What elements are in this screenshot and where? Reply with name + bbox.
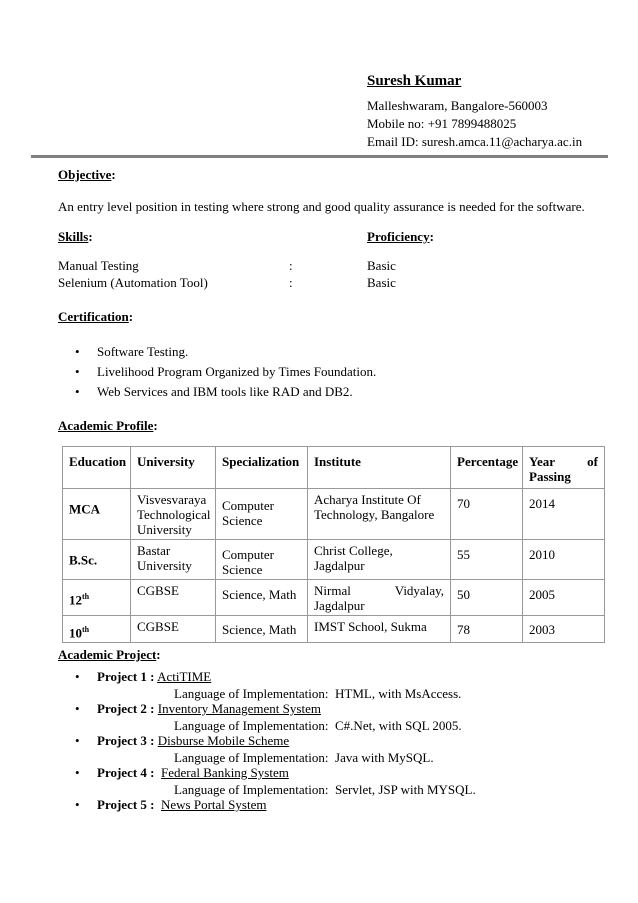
bullet-icon: •	[75, 364, 80, 379]
list-item: • Software Testing.	[97, 342, 376, 362]
percentage-cell: 70	[451, 489, 523, 540]
table-header-row	[63, 447, 605, 489]
bullet-icon: •	[75, 797, 80, 812]
institute-cell: Nirmal Vidyalay, Jagdalpur	[308, 580, 451, 616]
year-cell: 2014	[523, 489, 605, 540]
university-cell: Visvesvaraya Technological University	[131, 489, 216, 540]
list-item: • Web Services and IBM tools like RAD and DB2.	[97, 382, 376, 402]
candidate-name: Suresh Kumar	[367, 73, 462, 89]
objective-heading: Objective:	[58, 167, 116, 182]
skills-heading: Skills:	[58, 229, 93, 244]
university-cell: CGBSE	[131, 580, 216, 616]
column-header: University	[131, 447, 216, 489]
table-row	[63, 540, 605, 580]
university-cell: Bastar University	[131, 540, 216, 580]
skill-level: Basic	[367, 275, 396, 290]
institute-cell: Christ College, Jagdalpur	[308, 540, 451, 580]
table-row	[63, 489, 605, 540]
academic-table	[62, 446, 605, 643]
year-cell: 2005	[523, 580, 605, 616]
table-row	[63, 580, 605, 616]
project-link[interactable]: Federal Banking System	[161, 765, 289, 780]
project-language: Language of Implementation: C#.Net, with SQL 2005.	[174, 718, 462, 733]
certification-list	[75, 342, 377, 402]
mobile-number: Mobile no: +91 7899488025	[367, 116, 517, 131]
year-cell: 2003	[523, 616, 605, 643]
percentage-cell: 50	[451, 580, 523, 616]
skill-level: Basic	[367, 258, 396, 273]
bullet-icon: •	[75, 701, 80, 716]
project-title: Project 4 : Federal Banking System	[97, 765, 289, 780]
header-divider	[31, 155, 608, 158]
year-cell: 2010	[523, 540, 605, 580]
column-header: Year of Passing	[523, 447, 605, 489]
project-title: Project 5 : News Portal System	[97, 797, 267, 812]
column-header: Institute	[308, 447, 451, 489]
column-header: Percentage	[451, 447, 523, 489]
bullet-icon: •	[75, 669, 80, 684]
education-cell: MCA	[63, 489, 131, 540]
address: Malleshwaram, Bangalore-560003	[367, 98, 548, 113]
project-link[interactable]: News Portal System	[161, 797, 267, 812]
project-title: Project 3 : Disburse Mobile Scheme	[97, 733, 290, 748]
project-language: Language of Implementation: HTML, with MsAccess.	[174, 686, 462, 701]
skill-separator: :	[289, 258, 293, 273]
percentage-cell: 55	[451, 540, 523, 580]
project-language: Language of Implementation: Servlet, JSP with MYSQL.	[174, 782, 476, 797]
university-cell: CGBSE	[131, 616, 216, 643]
column-header: Specialization	[216, 447, 308, 489]
specialization-cell: Computer Science	[216, 540, 308, 580]
bullet-icon: •	[75, 344, 80, 359]
proficiency-heading: Proficiency:	[367, 229, 434, 244]
institute-cell: Acharya Institute Of Technology, Bangalore	[308, 489, 451, 540]
specialization-cell: Science, Math	[216, 616, 308, 643]
project-language: Language of Implementation: Java with MySQL.	[174, 750, 434, 765]
academic-profile-heading: Academic Profile:	[58, 418, 158, 433]
project-link[interactable]: Disburse Mobile Scheme	[157, 733, 290, 748]
bullet-icon: •	[75, 384, 80, 399]
table-row	[63, 616, 605, 643]
column-header: Education	[63, 447, 131, 489]
education-cell: 10th	[63, 616, 131, 643]
project-title: Project 2 : Inventory Management System	[97, 701, 321, 716]
academic-project-heading: Academic Project:	[58, 647, 161, 662]
institute-cell: IMST School, Sukma	[308, 616, 451, 643]
objective-text: An entry level position in testing where strong and good quality assurance is needed for the software.	[58, 199, 585, 214]
education-cell: B.Sc.	[63, 540, 131, 580]
skill-separator: :	[289, 275, 293, 290]
bullet-icon: •	[75, 765, 80, 780]
specialization-cell: Computer Science	[216, 489, 308, 540]
project-link[interactable]: ActiTIME	[157, 669, 212, 684]
project-link[interactable]: Inventory Management System	[157, 701, 321, 716]
bullet-icon: •	[75, 733, 80, 748]
education-cell: 12th	[63, 580, 131, 616]
list-item: • Livelihood Program Organized by Times Foundation.	[97, 362, 376, 382]
skill-name: Manual Testing	[58, 258, 139, 273]
certification-heading: Certification:	[58, 309, 134, 324]
email-address: Email ID: suresh.amca.11@acharya.ac.in	[367, 134, 583, 149]
project-title: Project 1 : ActiTIME	[97, 669, 212, 684]
skill-name: Selenium (Automation Tool)	[58, 275, 208, 290]
percentage-cell: 78	[451, 616, 523, 643]
specialization-cell: Science, Math	[216, 580, 308, 616]
